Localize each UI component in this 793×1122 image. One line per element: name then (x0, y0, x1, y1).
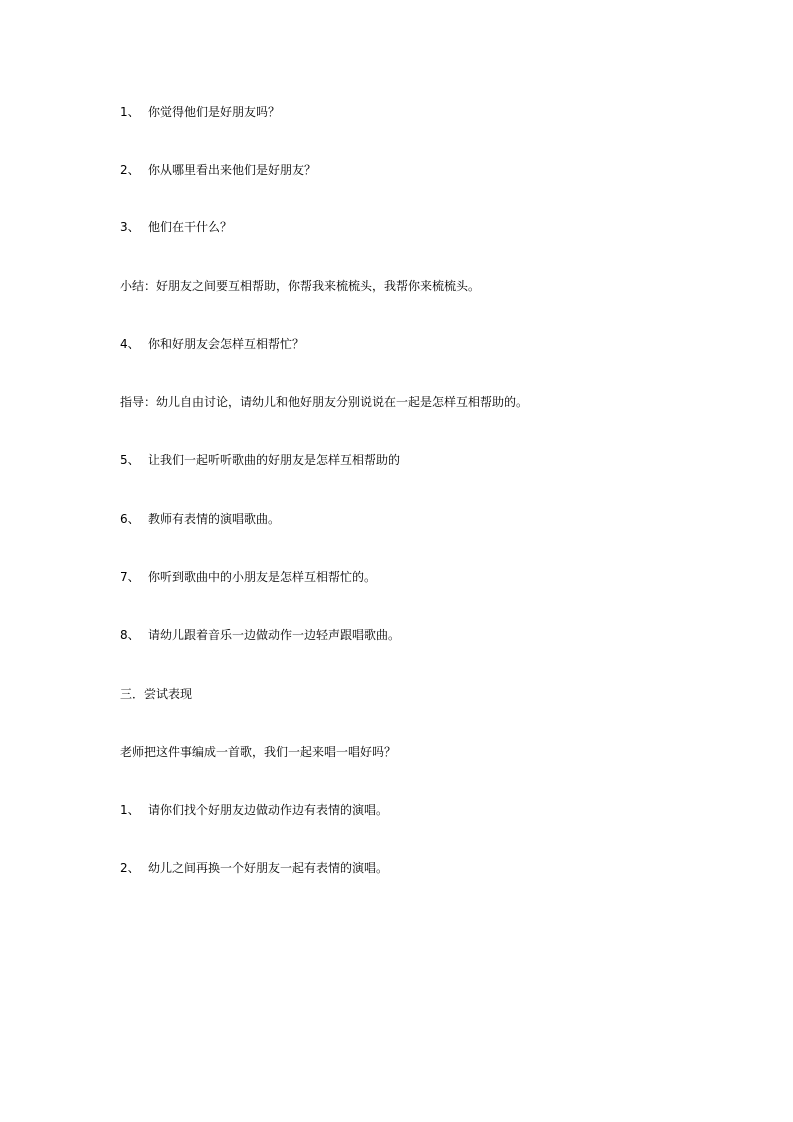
list-item (120, 104, 280, 120)
list-item (120, 511, 280, 527)
item-number: 7、 (120, 570, 140, 584)
paragraph-text: 指导：幼儿自由讨论，请幼儿和他好朋友分别说说在一起是怎样互相帮助的。 (120, 395, 529, 409)
list-item (120, 452, 400, 468)
intro-paragraph (120, 744, 396, 760)
item-text: 教师有表情的演唱歌曲。 (148, 512, 281, 526)
item-text: 你从哪里看出来他们是好朋友？ (148, 163, 317, 177)
item-text: 请你们找个好朋友边做动作边有表情的演唱。 (148, 803, 389, 817)
item-number: 2、 (120, 861, 140, 875)
item-text: 幼儿之间再换一个好朋友一起有表情的演唱。 (148, 861, 389, 875)
list-item (120, 627, 400, 643)
paragraph-text: 小结：好朋友之间要互相帮助，你帮我来梳梳头，我帮你来梳梳头。 (120, 279, 481, 293)
guidance-paragraph (120, 394, 528, 410)
item-number: 1、 (120, 105, 140, 119)
item-text: 你和好朋友会怎样互相帮忙？ (148, 337, 305, 351)
list-item (120, 569, 376, 585)
item-text: 你听到歌曲中的小朋友是怎样互相帮忙的。 (148, 570, 377, 584)
paragraph-text: 老师把这件事编成一首歌，我们一起来唱一唱好吗？ (120, 745, 397, 759)
summary-paragraph (120, 278, 480, 294)
item-text: 你觉得他们是好朋友吗？ (148, 105, 281, 119)
item-number: 8、 (120, 628, 140, 642)
list-item (120, 219, 232, 235)
item-number: 5、 (120, 453, 140, 467)
heading-text: 三．尝试表现 (120, 687, 193, 701)
list-item (120, 860, 388, 876)
item-number: 1、 (120, 803, 140, 817)
item-number: 3、 (120, 220, 140, 234)
item-number: 4、 (120, 337, 140, 351)
item-number: 6、 (120, 512, 140, 526)
item-number: 2、 (120, 163, 140, 177)
item-text: 他们在干什么？ (148, 220, 233, 234)
list-item (120, 162, 316, 178)
list-item (120, 802, 388, 818)
item-text: 请幼儿跟着音乐一边做动作一边轻声跟唱歌曲。 (148, 628, 401, 642)
item-text: 让我们一起听听歌曲的好朋友是怎样互相帮助的 (148, 453, 401, 467)
list-item (120, 336, 304, 352)
section-heading (120, 686, 192, 702)
